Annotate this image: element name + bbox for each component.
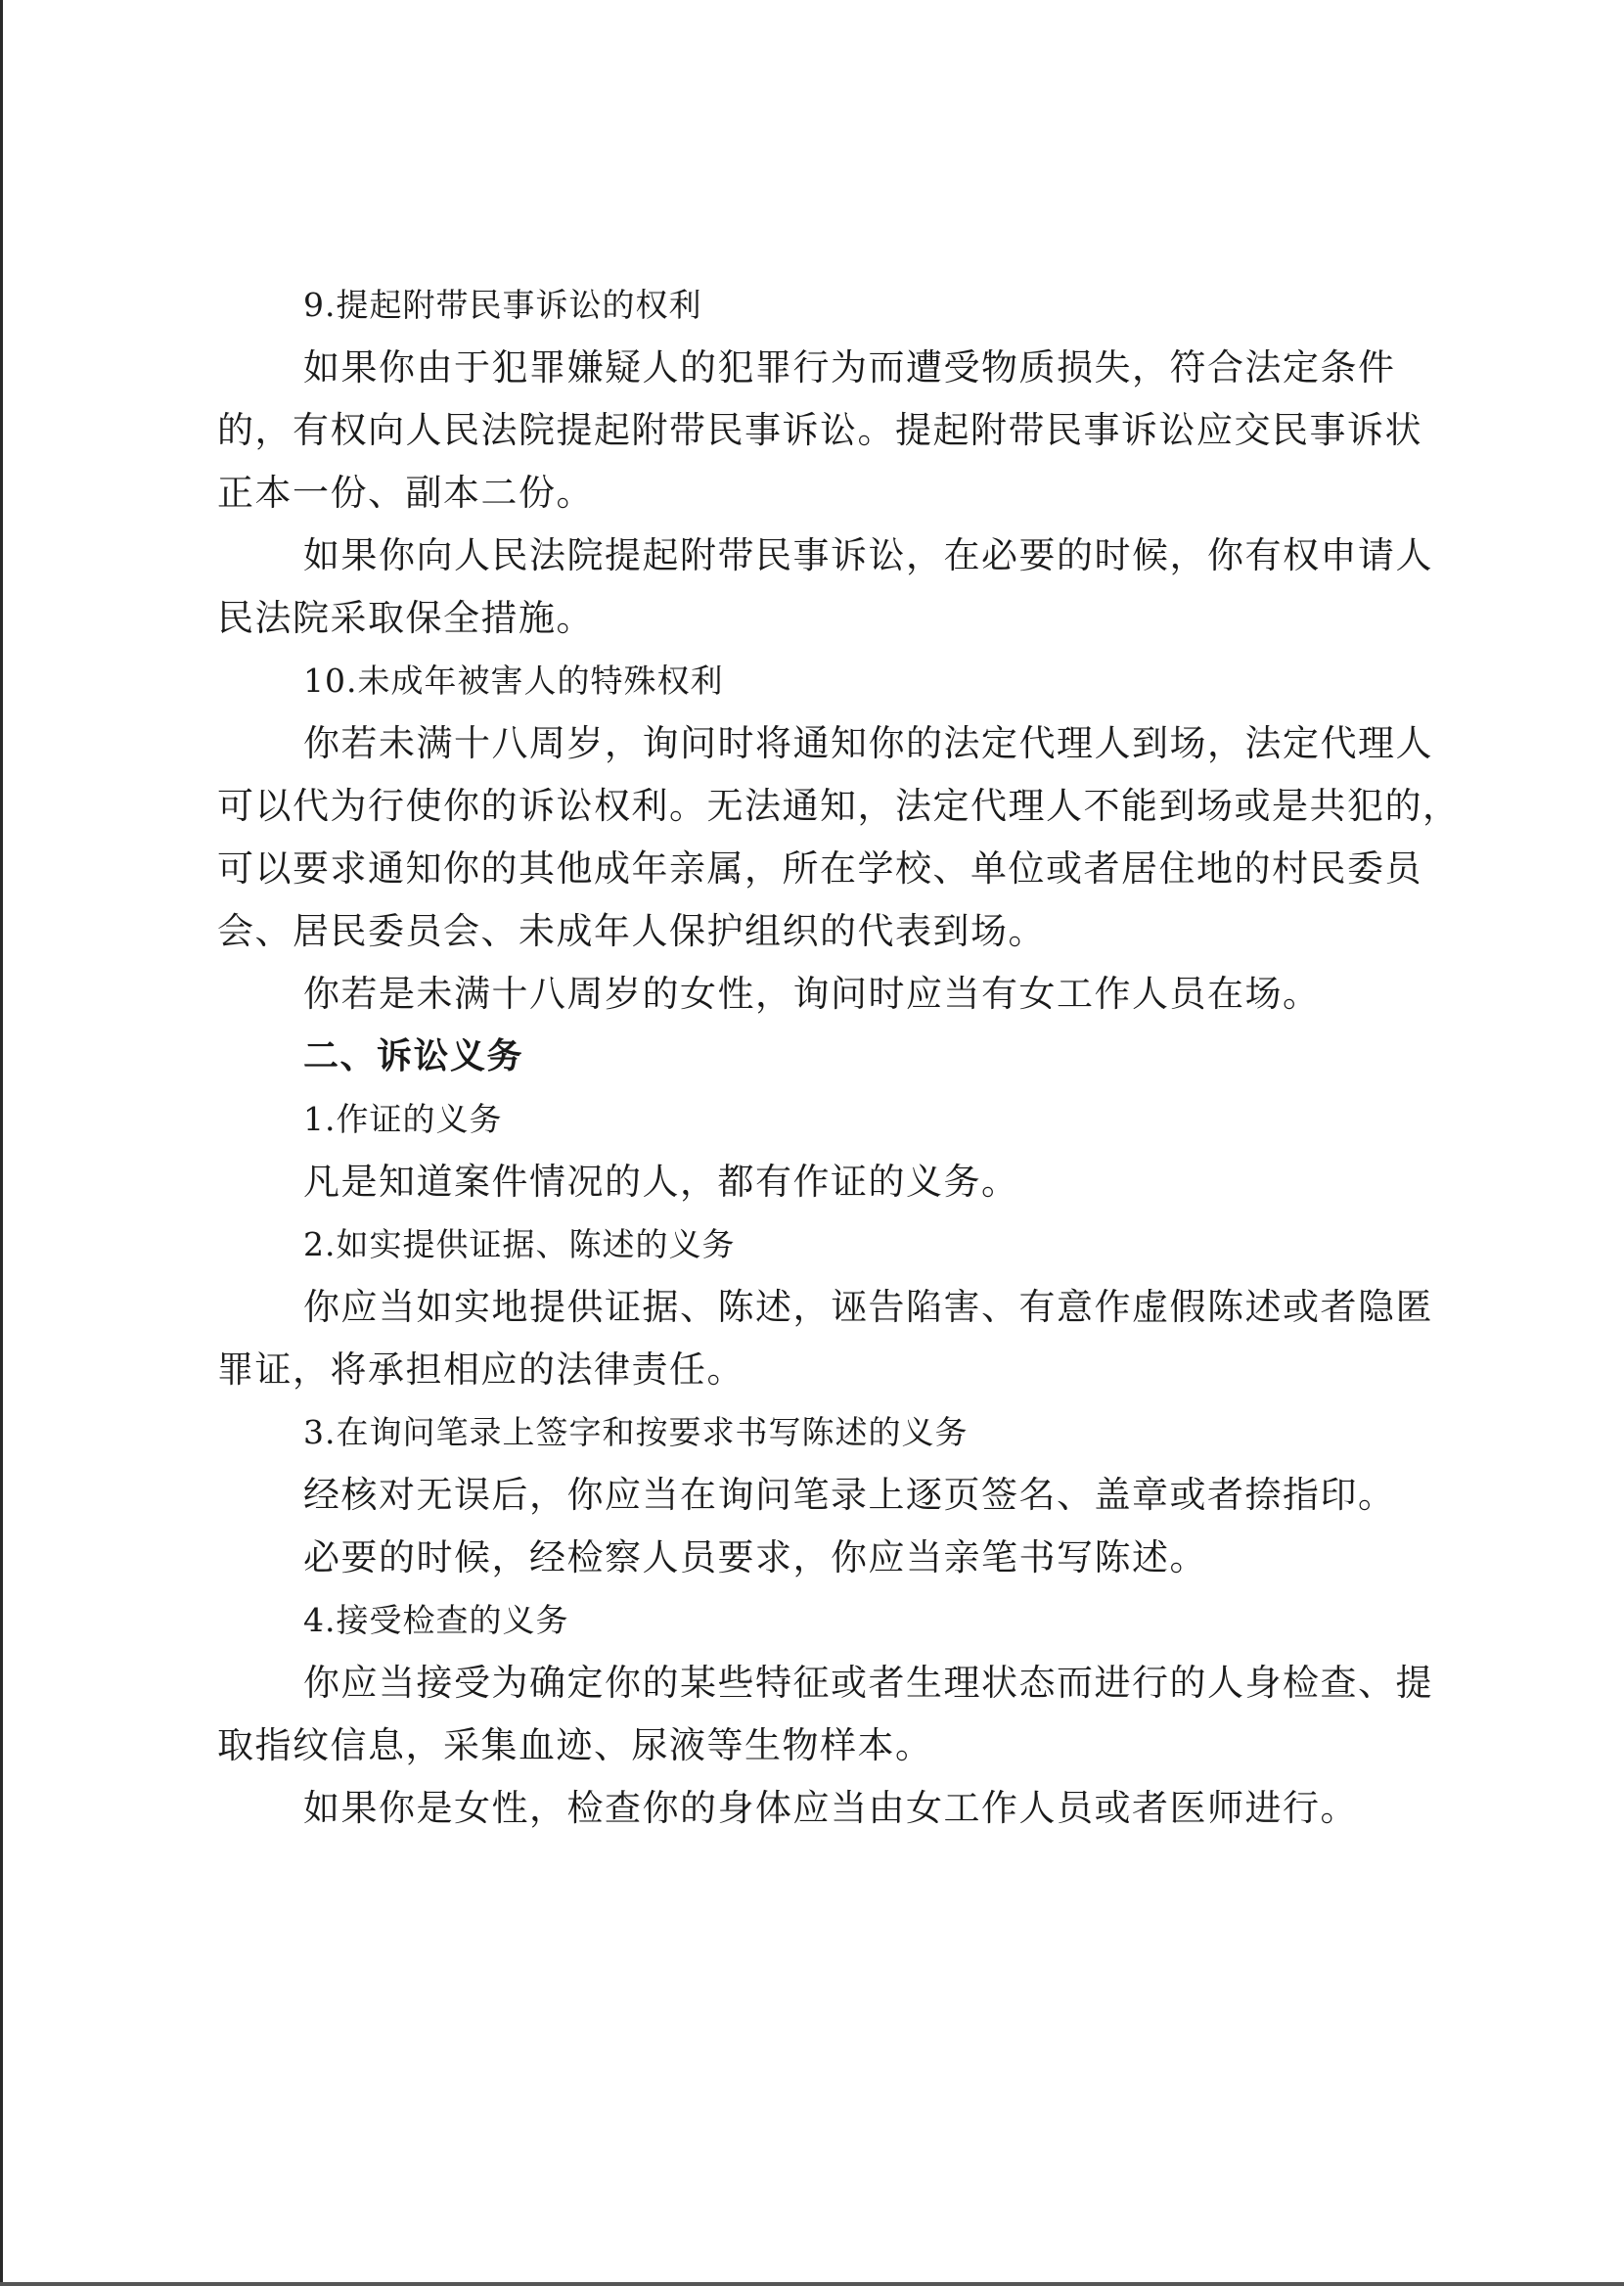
paragraph-line: 取指纹信息，采集血迹、尿液等生物样本。 xyxy=(217,1724,933,1766)
paragraph-line: 如果你由于犯罪嫌疑人的犯罪行为而遭受物质损失，符合法定条件 xyxy=(303,346,1396,389)
paragraph-line: 会、居民委员会、未成年人保护组织的代表到场。 xyxy=(217,910,1046,952)
subheading-9: 9.提起附带民事诉讼的权利 xyxy=(303,286,702,324)
subheading-1: 1.作证的义务 xyxy=(303,1100,503,1138)
scan-edge-left xyxy=(0,0,3,2286)
subheading-2: 2.如实提供证据、陈述的义务 xyxy=(303,1225,736,1263)
subheading-4: 4.接受检查的义务 xyxy=(303,1601,569,1639)
paragraph-line: 可以代为行使你的诉讼权利。无法通知，法定代理人不能到场或是共犯的， xyxy=(217,785,1461,827)
paragraph-line: 民法院采取保全措施。 xyxy=(217,597,594,639)
section-heading: 二、诉讼义务 xyxy=(303,1036,524,1076)
paragraph-line: 罪证，将承担相应的法律责任。 xyxy=(217,1349,744,1391)
paragraph-line: 可以要求通知你的其他成年亲属，所在学校、单位或者居住地的村民委员 xyxy=(217,847,1422,890)
paragraph-line: 你应当如实地提供证据、陈述，诬告陷害、有意作虚假陈述或者隐匿 xyxy=(303,1286,1433,1328)
document-page xyxy=(217,274,1461,1840)
paragraph-line: 如果你向人民法院提起附带民事诉讼，在必要的时候，你有权申请人 xyxy=(303,534,1433,576)
subheading-3: 3.在询问笔录上签字和按要求书写陈述的义务 xyxy=(303,1413,969,1451)
paragraph-line: 的，有权向人民法院提起附带民事诉讼。提起附带民事诉讼应交民事诉状 xyxy=(217,409,1422,451)
paragraph-line: 你若是未满十八周岁的女性，询问时应当有女工作人员在场。 xyxy=(303,973,1321,1015)
scan-edge-bottom xyxy=(0,2282,1624,2286)
paragraph-line: 你应当接受为确定你的某些特征或者生理状态而进行的人身检查、提 xyxy=(303,1662,1433,1704)
paragraph-line: 你若未满十八周岁，询问时将通知你的法定代理人到场，法定代理人 xyxy=(303,722,1433,764)
paragraph-line: 凡是知道案件情况的人，都有作证的义务。 xyxy=(303,1161,1019,1203)
subheading-10: 10.未成年被害人的特殊权利 xyxy=(303,662,724,700)
paragraph-line: 必要的时候，经检察人员要求，你应当亲笔书写陈述。 xyxy=(303,1536,1207,1578)
paragraph-line: 经核对无误后，你应当在询问笔录上逐页签名、盖章或者捺指印。 xyxy=(303,1474,1396,1516)
paragraph-line: 如果你是女性，检查你的身体应当由女工作人员或者医师进行。 xyxy=(303,1787,1358,1829)
paragraph-line: 正本一份、副本二份。 xyxy=(217,472,594,514)
